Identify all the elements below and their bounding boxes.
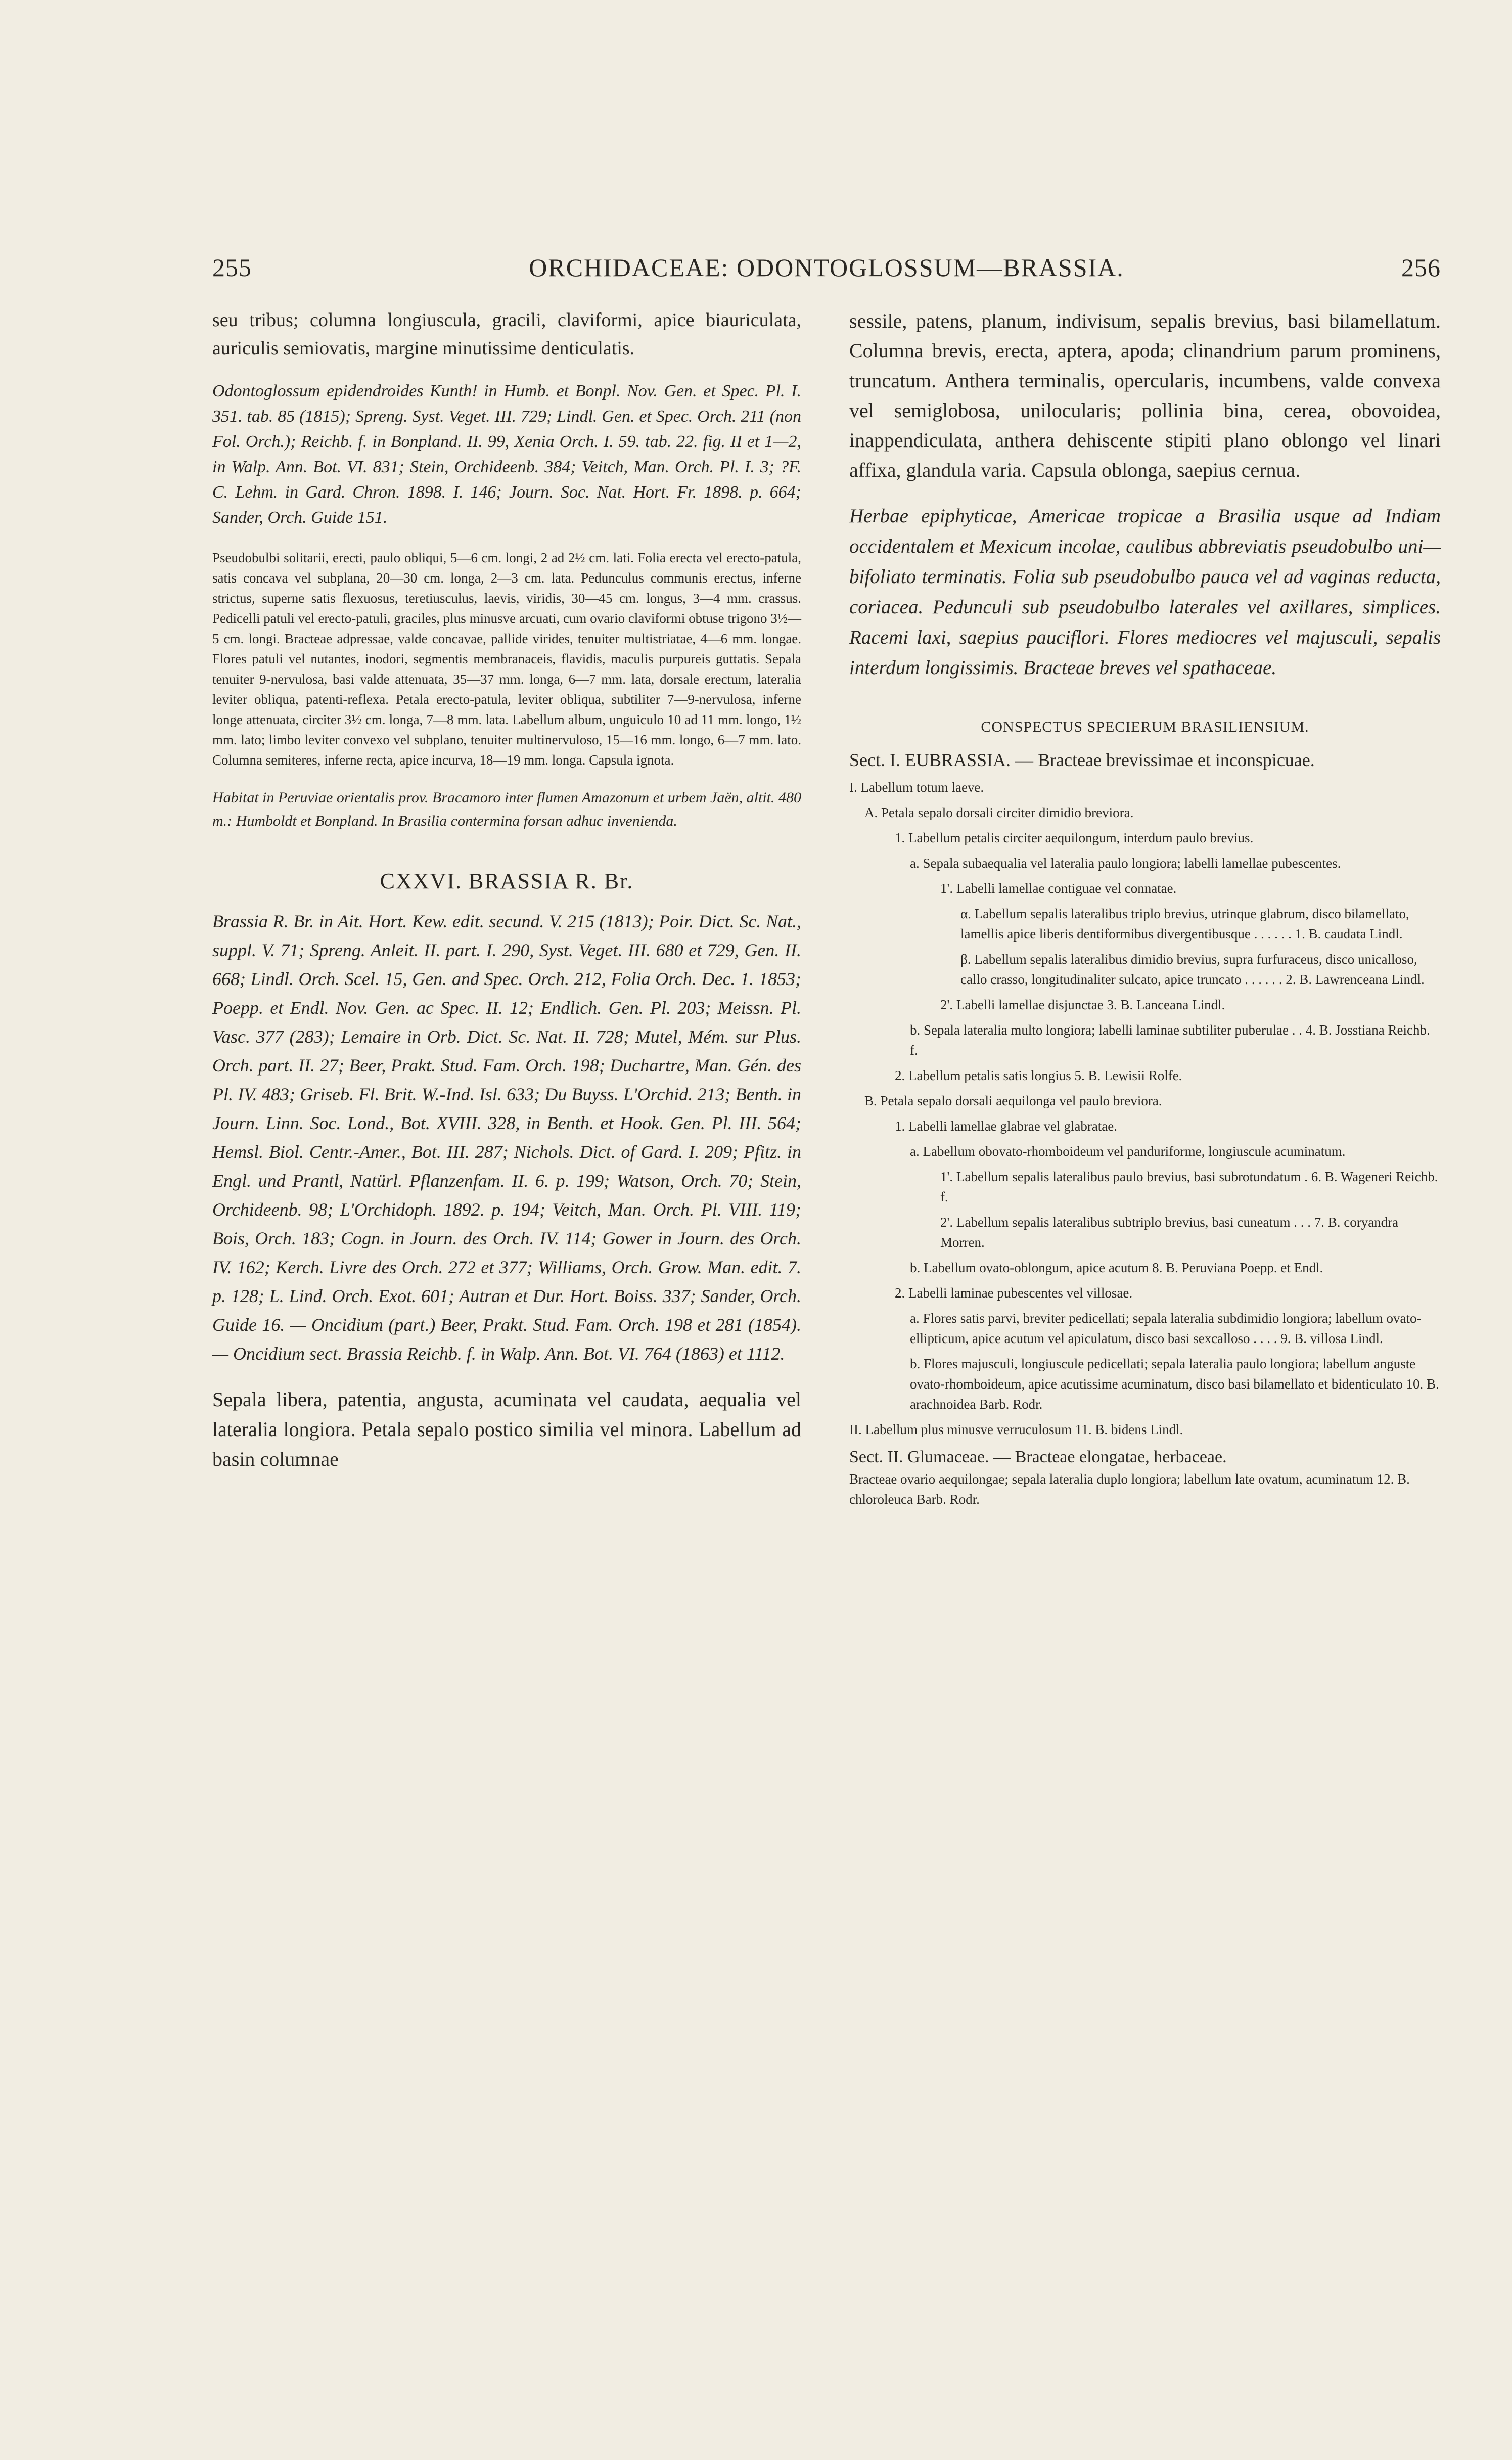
key-line: a. Labellum obovato-rhomboideum vel panduriforme, longiuscule acuminatum. [910,1144,1346,1159]
synonymy-paragraph: Brassia R. Br. in Ait. Hort. Kew. edit. secund. V. 215 (1813); Poir. Dict. Sc. Nat., suppl. V. 71; Spreng. Anleit. II. part. I. 290, Syst. Veget. III. 680 et 729, Gen. II. 668; Lindl. Orch. Scel. 15, Gen. and Spec. Orch. 212, Folia Orch. Dec. 1. 1853; Poepp. et Endl. Nov. Gen. ac Spec. II. 12; Endlich. Gen. Pl. 203; Meissn. Pl. Vasc. 377 (283); Lemaire in Orb. Dict. Sc. Nat. II. 728; Mutel, Mém. sur Plus. Orch. part. II. 27; Beer, Prakt. Stud. Fam. Orch. 198; Duchartre, Man. Gén. des Pl. IV. 483; Griseb. Fl. Brit. W.-Ind. Isl. 633; Du Buyss. L'Orchid. 213; Benth. in Journ. Linn. Soc. Lond., Bot. XVIII. 328, in Benth. et Hook. Gen. Pl. III. 564; Hemsl. Biol. Centr.-Amer., Bot. III. 287; Nichols. Dict. of Gard. I. 209; Pfitz. in Engl. und Prantl, Natürl. Pflanzenfam. II. 6. p. 199; Watson, Orch. 70; Stein, Orchideenb. 98; L'Orchidoph. 1892. p. 194; Veitch, Man. Orch. Pl. VIII. 119; Bois, Orch. 183; Cogn. in Journ. des Orch. IV. 114; Gower in Journ. des Orch. IV. 162; Kerch. Livre des Orch. 272 et 377; Williams, Orch. Grow. Man. edit. 7. p. 128; L. Lind. Orch. Exot. 601; Autran et Dur. Hort. Boiss. 337; Sander, Orch. Guide 16. — Oncidium (part.) Beer, Prakt. Stud. Fam. Orch. 198 et 281 (1854). — Oncidium sect. Brassia Reichb. f. in Walp. Ann. Bot. VI. 764 (1863) et 1112. [212,911,801,1364]
key-line: 1'. Labelli lamellae contiguae vel connatae. [940,881,1177,896]
genus-heading: CXXVI. BRASSIA R. Br. [380,869,634,893]
section-one-heading: Sect. I. EUBRASSIA. — Bracteae brevissimae et inconspicuae. [849,750,1315,770]
key-line: β. Labellum sepalis lateralibus dimidio brevius, supra furfuraceus, disco unicalloso, callo crasso, longitudinaliter sulcato, apice truncato . . . . . . 2. B. Lawrenceana Lindl. [960,952,1425,987]
description-paragraph: Pseudobulbi solitarii, erecti, paulo obliqui, 5—6 cm. longi, 2 ad 2½ cm. lati. Folia erecta vel erecto-patula, satis concava vel subplana, 20—30 cm. longa, 2—3 cm. lata. Pedunculus communis erectus, inferne strictus, superne satis flexuosus, teretiusculus, laevis, viridis, 30—45 cm. longus, 3—4 mm. crassus. Pedicelli patuli vel erecto-patuli, graciles, plus minusve arcuati, cum ovario claviformi obtuse trigono 3½—5 cm. longi. Bracteae adpressae, valde concavae, pallide virides, tenuiter multistriatae, 4—6 mm. longae. Flores patuli vel nutantes, inodori, segmentis membranaceis, flavidis, maculis purpureis guttatis. Sepala tenuiter 9-nervulosa, basi valde attenuata, 35—37 mm. longa, 6—7 mm. lata, dorsale erectum, lateralia leviter obliqua, patenti-reflexa. Petala erecto-patula, leviter obliqua, subtiliter 7—9-nervulosa, inferne longe attenuata, circiter 3½ cm. longa, 7—8 mm. lata. Labellum album, unguiculo 10 ad 11 mm. longo, 1½ mm. lato; limbo leviter convexo vel subplano, tenuiter multinervuloso, 15—16 mm. longo, 6—7 mm. lato. Columna semiteres, inferne recta, apice incurva, 18—19 mm. longa. Capsula ignota. [212,550,801,768]
page-number-right: 256 [1401,253,1441,282]
left-column [212,306,801,1474]
genus-description-cont: sessile, patens, planum, indivisum, sepalis brevius, basi bilamellatum. Columna brevis, erecta, aptera, apoda; clinandrium parum prominens, truncatum. Anthera terminalis, opercularis, incumbens, valde convexa vel semiglobosa, unilocularis; pollinia bina, cerea, obovoidea, inappendiculata, anthera dehiscente stipiti plano oblongo vel linari affixa, glandula varia. Capsula oblonga, saepius cernua. [849,309,1441,481]
key-line: α. Labellum sepalis lateralibus triplo brevius, utrinque glabrum, disco bilamellato, lamellis apice liberis dentiformibus divergentibusque . . . . . . 1. B. caudata Lindl. [960,906,1409,942]
key-line: 2'. Labelli lamellae disjunctae 3. B. Lanceana Lindl. [940,997,1225,1012]
key-line: 2. Labelli laminae pubescentes vel villosae. [895,1285,1133,1301]
running-title: ORCHIDACEAE: ODONTOGLOSSUM—BRASSIA. [529,253,1124,282]
species-key [849,777,1441,1440]
key-line: 1. Labellum petalis circiter aequilongum, interdum paulo brevius. [895,830,1254,845]
section-two-note: Bracteae ovario aequilongae; sepala lateralia duplo longiora; labellum late ovatum, acuminatum 12. B. chloroleuca Barb. Rodr. [849,1471,1410,1507]
running-head [212,253,1441,293]
key-line: a. Flores satis parvi, breviter pedicellati; sepala lateralia subdimidio longiora; labellum ovato-ellipticum, apice acutum vel apiculatum, disco basi sexcalloso . . . . 9. B. villosa Lindl. [910,1311,1422,1346]
key-line: b. Labellum ovato-oblongum, apice acutum 8. B. Peruviana Poepp. et Endl. [910,1260,1323,1275]
key-line: II. Labellum plus minusve verruculosum 11. B. bidens Lindl. [849,1422,1183,1437]
key-line: 2. Labellum petalis satis longius 5. B. Lewisii Rolfe. [895,1068,1182,1083]
key-line: A. Petala sepalo dorsali circiter dimidio breviora. [864,805,1134,820]
key-line: 1. Labelli lamellae glabrae vel glabratae. [895,1119,1118,1134]
genus-description-start: Sepala libera, patentia, angusta, acuminata vel caudata, aequalia vel lateralia longiora. Petala sepalo postico similia vel minora. Labellum ad basin columnae [212,1388,801,1470]
key-line: B. Petala sepalo dorsali aequilonga vel paulo breviora. [864,1093,1162,1108]
key-line: a. Sepala subaequalia vel lateralia paulo longiora; labelli lamellae pubescentes. [910,856,1341,871]
references-paragraph: Odontoglossum epidendroides Kunth! in Humb. et Bonpl. Nov. Gen. et Spec. Pl. I. 351. tab. 85 (1815); Spreng. Syst. Veget. III. 729; Lindl. Gen. et Spec. Orch. 211 (non Fol. Orch.); Reichb. f. in Bonpland. II. 99, Xenia Orch. I. 59. tab. 22. fig. II et 1—2, in Walp. Ann. Bot. VI. 831; Stein, Orchideenb. 384; Veitch, Man. Orch. Pl. I. 3; ?F. C. Lehm. in Gard. Chron. 1898. I. 146; Journ. Soc. Nat. Hort. Fr. 1898. p. 664; Sander, Orch. Guide 151. [212,382,801,527]
key-line: 1'. Labellum sepalis lateralibus paulo brevius, basi subrotundatum . 6. B. Wageneri Reichb. f. [940,1169,1438,1204]
intro-paragraph: seu tribus; columna longiuscula, gracili, claviformi, apice biauriculata, auriculis semiovatis, margine minutissime denticulatis. [212,309,801,359]
key-line: b. Sepala lateralia multo longiora; labelli laminae subtiliter puberulae . . 4. B. Josstiana Reichb. f. [910,1022,1430,1058]
section-two-heading: Sect. II. Glumaceae. — Bracteae elongatae, herbaceae. [849,1448,1227,1466]
key-line: 2'. Labellum sepalis lateralibus subtriplo brevius, basi cuneatum . . . 7. B. coryandra Morren. [940,1215,1399,1250]
conspectus-heading: CONSPECTUS SPECIERUM BRASILIENSIUM. [981,719,1309,735]
page-number-left: 255 [212,253,252,282]
key-line: I. Labellum totum laeve. [849,780,984,795]
habitat-paragraph: Habitat in Peruviae orientalis prov. Bracamoro inter flumen Amazonum et urbem Jaën, altit. 480 m.: Humboldt et Bonpland. In Brasilia contermina forsan adhuc invenienda. [212,789,801,829]
right-column [849,306,1441,1509]
habit-paragraph: Herbae epiphyticae, Americae tropicae a Brasilia usque ad Indiam occidentalem et Mexicum incolae, caulibus abbreviatis pseudobulbo uni—bifoliato terminatis. Folia sub pseudobulbo pauca vel ad vaginas reducta, coriacea. Pedunculi sub pseudobulbo laterales vel axillares, simplices. Racemi laxi, saepius pauciflori. Flores mediocres vel majusculi, sepalis interdum longissimis. Bracteae breves vel spathaceae. [849,505,1441,679]
key-line: b. Flores majusculi, longiuscule pedicellati; sepala lateralia paulo longiora; labellum anguste ovato-rhomboideum, apice acutissime acuminatum, disco basi bilamellato et bidenticulato 10. B. arachnoidea Barb. Rodr. [910,1356,1439,1412]
